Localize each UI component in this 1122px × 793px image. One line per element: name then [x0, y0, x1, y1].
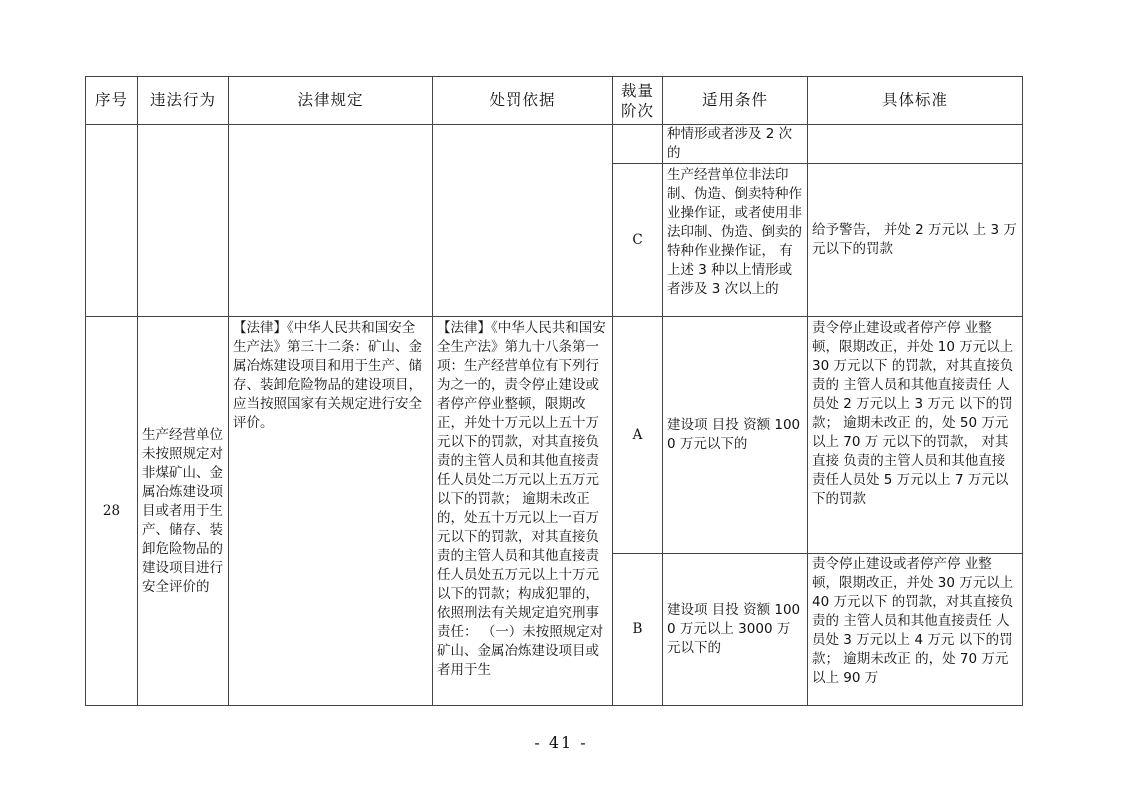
cell-violation-28: 生产经营单位未按照规定对非煤矿山、金属冶炼建设项目或者用于生产、储存、装卸危险物品的建设项目进行安全评价的	[138, 317, 229, 706]
cell-standard-empty	[808, 125, 1023, 164]
header-row	[86, 77, 1023, 125]
cell-standard-b: 责令停止建设或者停产停 业整顿，限期改正，并处 30 万元以上 40 万元以下 的罚款，对其直接负责的 主管人员和其他直接责任 人员处 3 万元以上 4 万元 以下的罚款； 逾期未改正 的，处 70 万元以上 90 万	[808, 554, 1023, 706]
cell-level-b: B	[613, 554, 663, 706]
header-violation: 违法行为	[138, 77, 229, 125]
cell-violation-empty	[138, 125, 229, 317]
header-conditions: 适用条件	[663, 77, 808, 125]
cell-law-28: 【法律】《中华人民共和国安全生产法》第三十二条：矿山、金属冶炼建设项目和用于生产、储存、装卸危险物品的建设项目， 应当按照国家有关规定进行安全评价。	[229, 317, 433, 706]
header-serial: 序号	[86, 77, 138, 125]
cell-condition-a: 建设项 目投 资额 1000 万元以下的	[663, 317, 808, 554]
cell-serial-empty	[86, 125, 138, 317]
header-legal-provision: 法律规定	[229, 77, 433, 125]
cell-level-a: A	[613, 317, 663, 554]
cell-condition-b: 建设项 目投 资额 1000 万元以上 3000 万元以下的	[663, 554, 808, 706]
cell-serial-28: 28	[86, 317, 138, 706]
cell-basis-28: 【法律】《中华人民共和国安全生产法》第九十八条第一项：生产经营单位有下列行为之一的，责令停止建设或者停产停业整顿，限期改正，并处十万元以上五十万元以下的罚款，对其直接负责的主管人员和其他直接责任人员处二万元以上五万元以下的罚款； 逾期未改正的，处五十万元以上一百万元以下的罚款，对其直接负责的主管人员和其他直接责任人员处五万元以上十万元以下的罚款；构成犯罪的，依照刑法有关规定追究刑事责任： （一）未按照规定对矿山、金属冶炼建设项目或者用于生	[433, 317, 613, 706]
cell-law-empty	[229, 125, 433, 317]
header-discretion-level: 裁量 阶次	[613, 77, 663, 125]
cell-basis-empty	[433, 125, 613, 317]
cell-level-c: C	[613, 164, 663, 317]
cell-condition-c: 生产经营单位非法印制、伪造、倒卖特种作业操作证，或者使用非法印制、伪造、倒卖的特种作业操作证， 有上述 3 种以上情形或者涉及 3 次以上的	[663, 164, 808, 317]
table-row	[86, 125, 1023, 164]
page-number: - 41 -	[534, 733, 588, 752]
header-standards: 具体标准	[808, 77, 1023, 125]
cell-level-empty	[613, 125, 663, 164]
table-row	[86, 317, 1023, 554]
penalty-standard-table	[85, 76, 1023, 706]
cell-condition-continued: 种情形或者涉及 2 次的	[663, 125, 808, 164]
cell-standard-a: 责令停止建设或者停产停 业整顿，限期改正，并处 10 万元以上 30 万元以下 的罚款，对其直接负责的 主管人员和其他直接责任 人员处 2 万元以上 3 万元 以下的罚款； 逾期未改正 的，处 50 万元以上 70 万 元以下的罚款， 对其直接 负责的主管人员和其他直接责任人员处 5 万元以上 7 万元以下的罚款	[808, 317, 1023, 554]
cell-standard-c: 给予警告， 并处 2 万元以 上 3 万元以下的罚款	[808, 164, 1023, 317]
header-penalty-basis: 处罚依据	[433, 77, 613, 125]
